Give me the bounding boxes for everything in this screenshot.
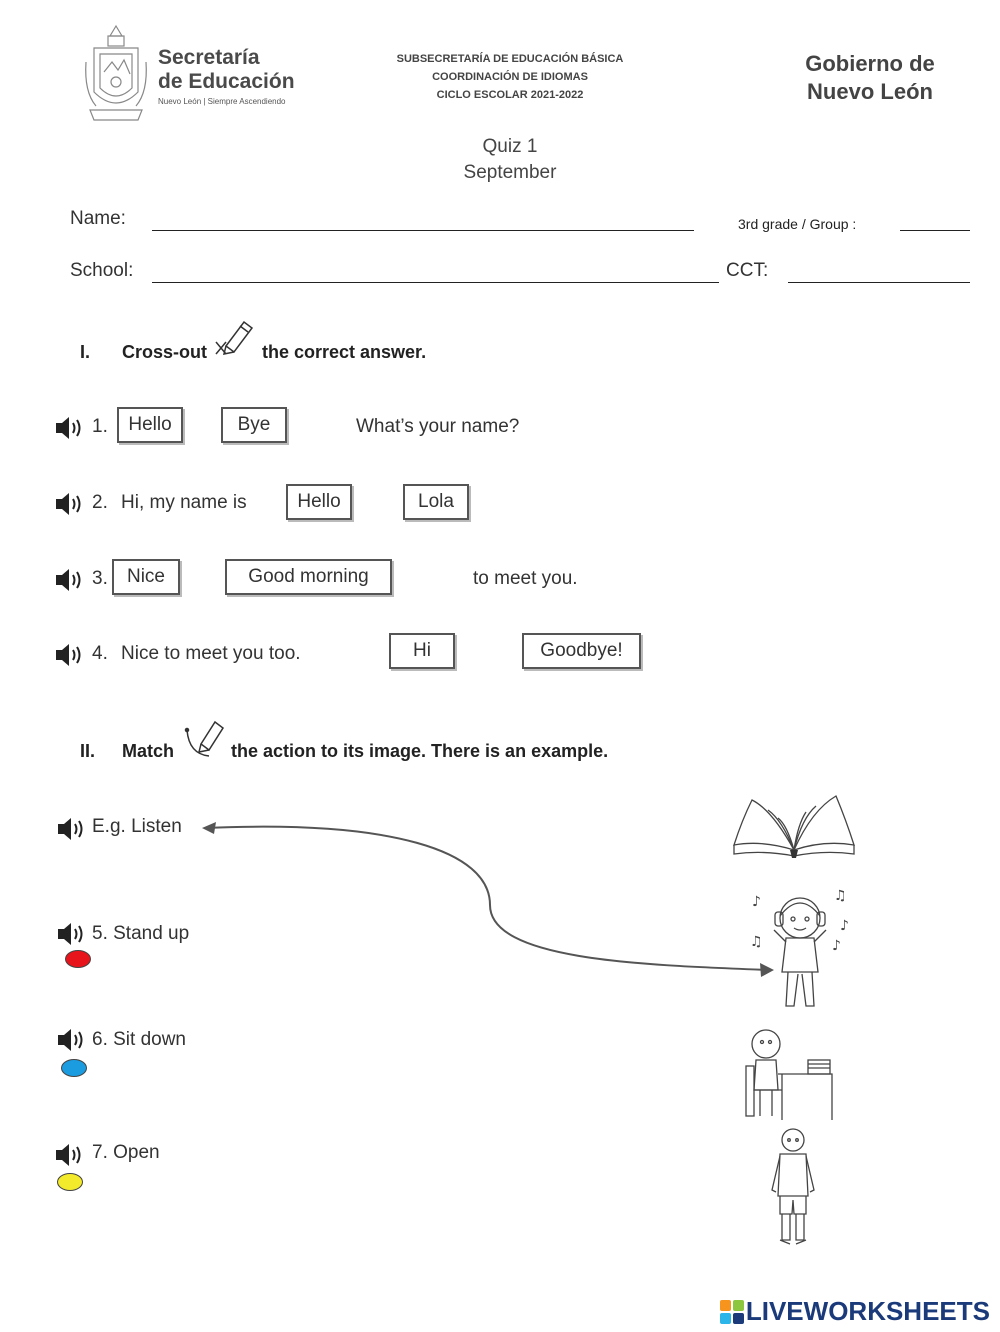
- match-item-sit-down: 6. Sit down: [92, 1029, 186, 1050]
- section1-numeral: I.: [80, 342, 91, 362]
- question-number: 3.: [92, 568, 108, 589]
- svg-text:♪: ♪: [752, 894, 761, 910]
- section2-numeral: II.: [80, 741, 96, 761]
- speaker-icon[interactable]: [56, 920, 88, 948]
- section1-instruction-a: Cross-out: [122, 342, 207, 362]
- match-dot-yellow[interactable]: [57, 1173, 83, 1191]
- question-text: to meet you.: [473, 568, 578, 589]
- sitting-child-image: [742, 1026, 838, 1122]
- quiz-title: Quiz 1 September: [463, 136, 557, 183]
- match-dot-red[interactable]: [65, 950, 91, 968]
- header-center: SUBSECRETARÍA DE EDUCACIÓN BÁSICA COORDINACIÓN DE IDIOMAS CICLO ESCOLAR 2021-2022: [396, 53, 624, 101]
- option-nice-q3[interactable]: Nice: [112, 559, 180, 595]
- question-text: Hi, my name is: [121, 492, 247, 513]
- group-field[interactable]: [900, 230, 970, 231]
- match-item-open: 7. Open: [92, 1142, 160, 1163]
- svg-text:♪: ♪: [832, 938, 841, 954]
- section2-instruction-b: the action to its image. There is an example.: [231, 741, 609, 761]
- svg-text:♪: ♪: [840, 918, 849, 934]
- match-dot-blue[interactable]: [61, 1059, 87, 1077]
- option-good-morning-q3[interactable]: Good morning: [225, 559, 392, 595]
- pencil-match-icon: [183, 718, 227, 760]
- option-hello-q2[interactable]: Hello: [286, 484, 352, 520]
- speaker-icon[interactable]: [54, 641, 86, 669]
- speaker-icon[interactable]: [54, 1141, 86, 1169]
- liveworksheets-logo-text: LIVEWORKSHEETS: [745, 1296, 990, 1326]
- svg-text:♫: ♫: [750, 934, 763, 950]
- speaker-icon[interactable]: [54, 566, 86, 594]
- option-bye-q1[interactable]: Bye: [221, 407, 287, 443]
- listening-child-image: [748, 886, 854, 1016]
- question-text: Nice to meet you too.: [121, 643, 301, 664]
- pencil-cross-icon: [214, 316, 256, 358]
- gobierno-title: Gobierno de Nuevo León: [805, 51, 935, 104]
- question-number: 1.: [92, 416, 108, 437]
- speaker-icon[interactable]: [56, 1026, 88, 1054]
- liveworksheets-logo: [720, 1296, 990, 1327]
- speaker-icon[interactable]: [54, 414, 86, 442]
- section1-instruction-b: the correct answer.: [262, 342, 427, 362]
- svg-text:♫: ♫: [834, 888, 847, 904]
- option-hello-q1[interactable]: Hello: [117, 407, 183, 443]
- liveworksheets-logo-icon: [720, 1300, 744, 1324]
- name-label: Name:: [70, 208, 126, 229]
- speaker-icon[interactable]: [56, 815, 88, 843]
- speaker-icon[interactable]: [54, 490, 86, 518]
- example-match-arrow: [190, 810, 790, 990]
- nuevo-leon-seal-icon: [82, 22, 150, 128]
- match-item-example: E.g. Listen: [92, 816, 182, 837]
- open-book-image: [732, 790, 856, 860]
- question-text: What’s your name?: [356, 416, 520, 437]
- cct-field[interactable]: [788, 282, 970, 283]
- school-field[interactable]: [152, 282, 719, 283]
- option-lola-q2[interactable]: Lola: [403, 484, 469, 520]
- secretaria-subtitle: Nuevo León | Siempre Ascendiendo: [158, 97, 286, 106]
- grade-group-label: 3rd grade / Group :: [738, 216, 857, 232]
- secretaria-title: Secretaría de Educación: [158, 46, 295, 93]
- standing-child-image: [768, 1126, 818, 1248]
- question-number: 2.: [92, 492, 108, 513]
- match-item-stand-up: 5. Stand up: [92, 923, 190, 944]
- option-goodbye-q4[interactable]: Goodbye!: [522, 633, 641, 669]
- name-field[interactable]: [152, 230, 694, 231]
- school-label: School:: [70, 260, 134, 281]
- option-hi-q4[interactable]: Hi: [389, 633, 455, 669]
- cct-label: CCT:: [726, 260, 769, 281]
- question-number: 4.: [92, 643, 108, 664]
- section2-instruction-a: Match: [122, 741, 175, 761]
